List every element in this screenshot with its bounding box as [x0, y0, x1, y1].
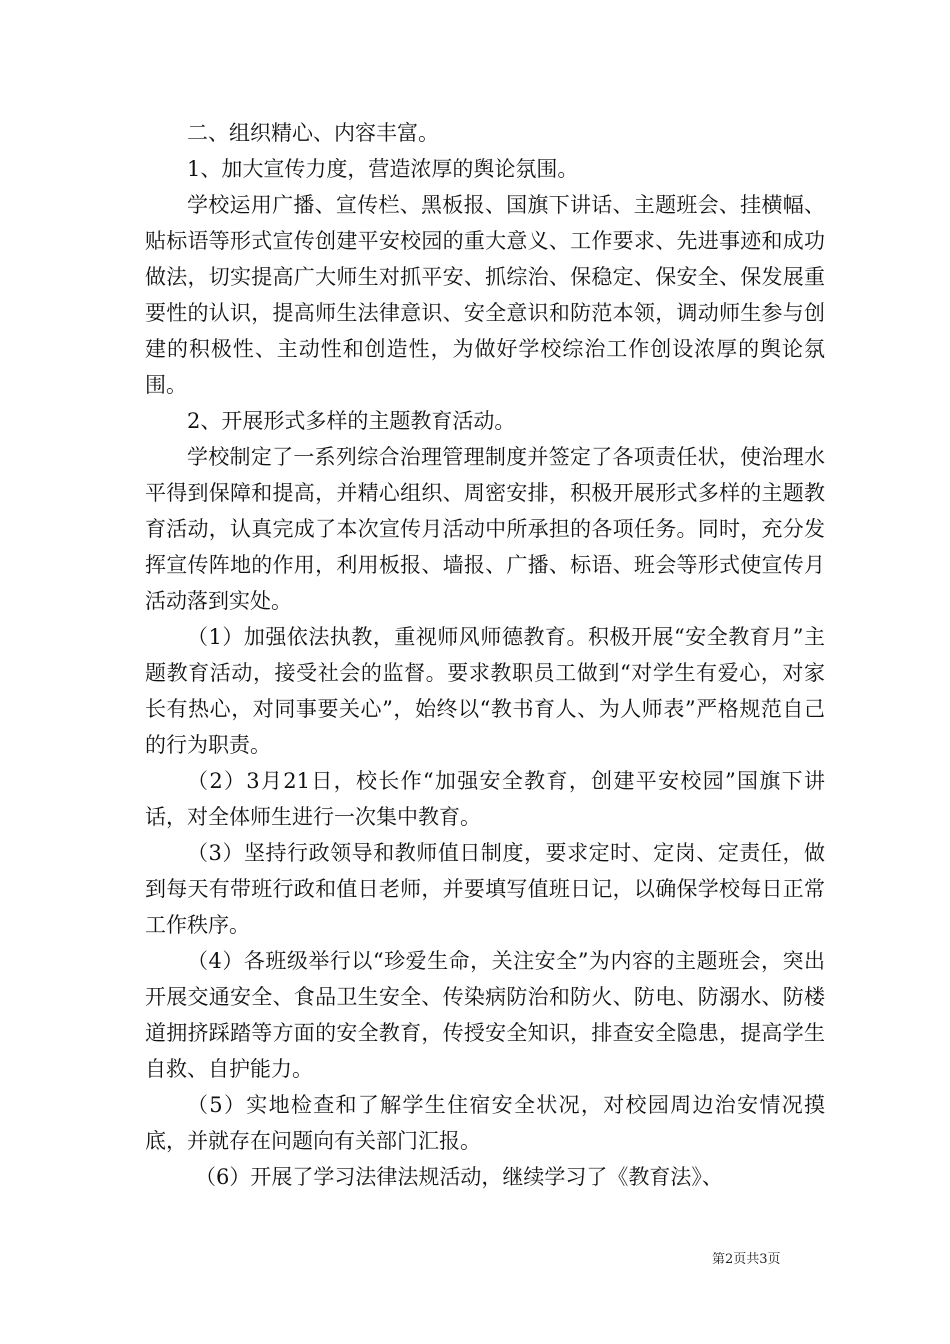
section-heading: 二、组织精心、内容丰富。	[187, 121, 439, 145]
body-paragraph: 学校运用广播、宣传栏、黑板报、国旗下讲话、主题班会、挂横幅、贴标语等形式宣传创建平安校园的重大意义、工作要求、先进事迹和成功做法，切实提高广大师生对抓平安、抓综治、保稳定、保安全、保发展重要性的认识，提高师生法律意识、安全意识和防范本领，调动师生参与创建的积极性、主动性和创造性，为做好学校综治工作创设浓厚的舆论氛围。	[145, 193, 825, 397]
list-item: （6）开展了学习法律法规活动，继续学习了《教育法》、	[195, 1165, 723, 1189]
list-item: （3）坚持行政领导和教师值日制度，要求定时、定岗、定责任，做到每天有带班行政和值日老师，并要填写值班日记，以确保学校每日正常工作秩序。	[145, 841, 825, 937]
list-item: （5）实地检查和了解学生住宿安全状况，对校园周边治安情况摸底，并就存在问题向有关部门汇报。	[145, 1093, 825, 1153]
subsection-heading: 1、加大宣传力度，营造浓厚的舆论氛围。	[187, 157, 579, 181]
subsection-heading: 2、开展形式多样的主题教育活动。	[187, 409, 516, 433]
list-item: （1）加强依法执教，重视师风师德教育。积极开展“安全教育月”主题教育活动，接受社会的监督。要求教职员工做到“对学生有爱心，对家长有热心，对同事要关心”，始终以“教书育人、为人师表”严格规范自己的行为职责。	[145, 625, 825, 757]
list-item: （4）各班级举行以“珍爱生命，关注安全”为内容的主题班会，突出开展交通安全、食品卫生安全、传染病防治和防火、防电、防溺水、防楼道拥挤踩踏等方面的安全教育，传授安全知识，排查安全隐患，提高学生自救、自护能力。	[145, 949, 825, 1081]
body-paragraph: 学校制定了一系列综合治理管理制度并签定了各项责任状，使治理水平得到保障和提高，并精心组织、周密安排，积极开展形式多样的主题教育活动，认真完成了本次宣传月活动中所承担的各项任务。同时，充分发挥宣传阵地的作用，利用板报、墙报、广播、标语、班会等形式使宣传月活动落到实处。	[145, 445, 825, 613]
page-number: 第2页共3页	[712, 1252, 781, 1267]
list-item: （2）3月21日，校长作“加强安全教育，创建平安校园”国旗下讲话，对全体师生进行一次集中教育。	[145, 769, 825, 829]
document-body	[145, 115, 825, 1195]
